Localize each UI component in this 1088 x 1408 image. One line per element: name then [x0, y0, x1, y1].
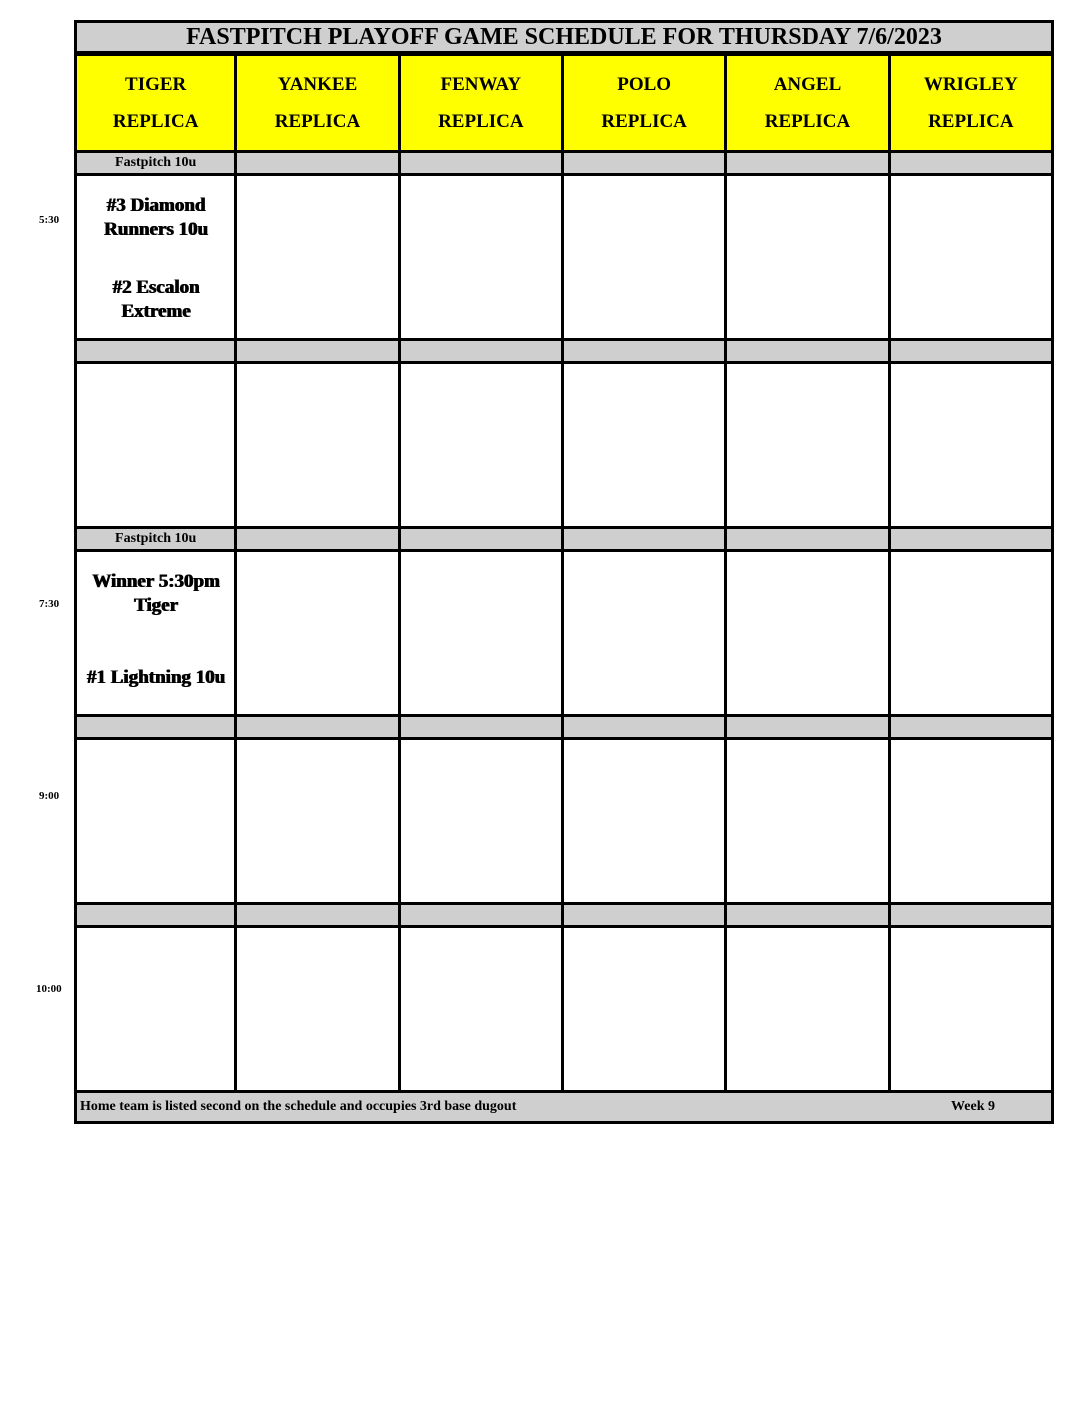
- schedule-footer: [74, 1090, 1054, 1124]
- game-cell: [724, 737, 890, 905]
- time-label: 9:00: [39, 790, 60, 802]
- schedule-sheet: [74, 20, 1054, 1124]
- game-cell: [398, 737, 564, 905]
- game-cell: [561, 173, 727, 341]
- week-label: Week 9: [951, 1099, 995, 1114]
- field-name: WRIGLEY: [923, 74, 1018, 95]
- game-cell: [888, 737, 1054, 905]
- field-name: FENWAY: [440, 74, 522, 95]
- field-subtitle: REPLICA: [601, 111, 687, 132]
- field-header-row: [74, 54, 1054, 153]
- away-team: Winner 5:30pm Tiger: [91, 571, 220, 616]
- game-cell: [234, 925, 400, 1093]
- field-header-fenway: [398, 53, 564, 153]
- field-subtitle: REPLICA: [438, 111, 524, 132]
- field-subtitle: REPLICA: [112, 111, 199, 132]
- schedule-title: FASTPITCH PLAYOFF GAME SCHEDULE FOR THURSDAY 7/6/2023: [74, 20, 1054, 54]
- game-cell: [398, 173, 564, 341]
- game-cell: [724, 361, 890, 529]
- game-cell: [398, 549, 564, 717]
- home-team: #2 Escalon Extreme: [112, 277, 200, 322]
- division-label: Fastpitch 10u: [74, 150, 237, 176]
- field-name: ANGEL: [773, 74, 842, 95]
- division-label: Fastpitch 10u: [74, 526, 237, 552]
- game-row: [74, 173, 1054, 341]
- time-label: 7:30: [39, 598, 60, 610]
- game-cell: [74, 925, 237, 1093]
- game-cell: [561, 925, 727, 1093]
- game-cell: [724, 925, 890, 1093]
- field-name: TIGER: [125, 74, 187, 95]
- time-label: 5:30: [39, 214, 60, 226]
- game-cell: [888, 361, 1054, 529]
- game-cell: [74, 549, 237, 717]
- field-subtitle: REPLICA: [928, 111, 1014, 132]
- game-cell: [234, 361, 400, 529]
- game-cell: [74, 173, 237, 341]
- field-subtitle: REPLICA: [764, 111, 851, 132]
- game-cell: [234, 173, 400, 341]
- field-header-polo: [561, 53, 727, 153]
- game-cell: [398, 361, 564, 529]
- time-label: 10:00: [36, 983, 62, 995]
- home-team: #1 Lightning 10u: [86, 667, 225, 688]
- field-header-tiger: [74, 53, 237, 153]
- field-subtitle: REPLICA: [274, 111, 361, 132]
- game-cell: [888, 925, 1054, 1093]
- game-row: [74, 737, 1054, 905]
- game-cell: [234, 737, 400, 905]
- game-row: [74, 361, 1054, 529]
- game-cell: [888, 173, 1054, 341]
- game-cell: [398, 925, 564, 1093]
- game-cell: [74, 361, 237, 529]
- game-cell: [561, 549, 727, 717]
- field-header-wrigley: [888, 53, 1054, 153]
- game-cell: [724, 549, 890, 717]
- game-cell: [561, 361, 727, 529]
- game-row: [74, 549, 1054, 717]
- home-team-note: Home team is listed second on the schedule and occupies 3rd base dugout: [80, 1099, 517, 1114]
- away-team: #3 Diamond Runners 10u: [103, 195, 208, 240]
- game-cell: [234, 549, 400, 717]
- field-name: YANKEE: [277, 74, 358, 95]
- field-header-angel: [724, 53, 890, 153]
- game-cell: [724, 173, 890, 341]
- field-name: POLO: [617, 74, 672, 95]
- game-cell: [74, 737, 237, 905]
- game-cell: [561, 737, 727, 905]
- game-cell: [888, 549, 1054, 717]
- field-header-yankee: [234, 53, 400, 153]
- game-row: [74, 925, 1054, 1093]
